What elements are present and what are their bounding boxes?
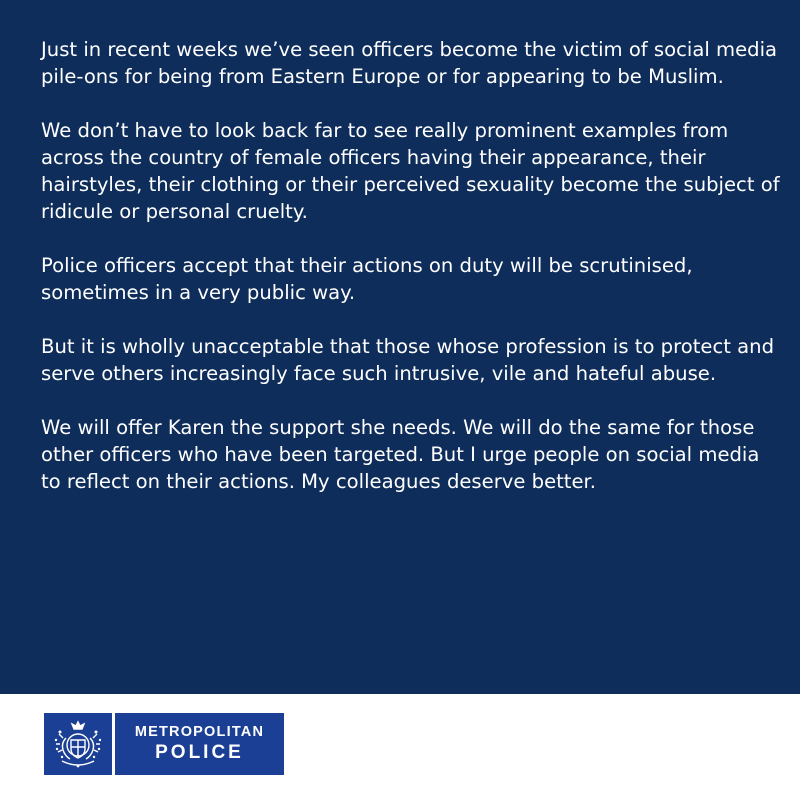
crest-icon bbox=[50, 718, 106, 770]
metropolitan-police-logo bbox=[44, 713, 284, 775]
wordmark bbox=[115, 713, 284, 775]
statement-paragraph-1: Just in recent weeks we’ve seen officers become the victim of social media pile-ons for being from Eastern Europe or for appearing to be Muslim. bbox=[41, 38, 778, 88]
wordmark-metropolitan: METROPOLITAN bbox=[134, 724, 265, 740]
wordmark-police: POLICE bbox=[155, 742, 244, 763]
statement-paragraph-4: But it is wholly unacceptable that those whose profession is to protect and serve others increasingly face such intrusive, vile and hateful abuse. bbox=[41, 335, 775, 385]
crest-box bbox=[44, 713, 112, 775]
statement-paragraph-3: Police officers accept that their actions on duty will be scrutinised, sometimes in a very public way. bbox=[41, 254, 693, 304]
statement-text bbox=[41, 36, 781, 522]
statement-paragraph-5: We will offer Karen the support she needs. We will do the same for those other officers who have been targeted. But I urge people on social media to reflect on their actions. My colleagues deserve better. bbox=[41, 416, 760, 493]
statement-paragraph-2: We don’t have to look back far to see really prominent examples from across the country of female officers having their appearance, their hairstyles, their clothing or their perceived sexuality become the subject of ridicule or personal cruelty. bbox=[41, 119, 780, 223]
